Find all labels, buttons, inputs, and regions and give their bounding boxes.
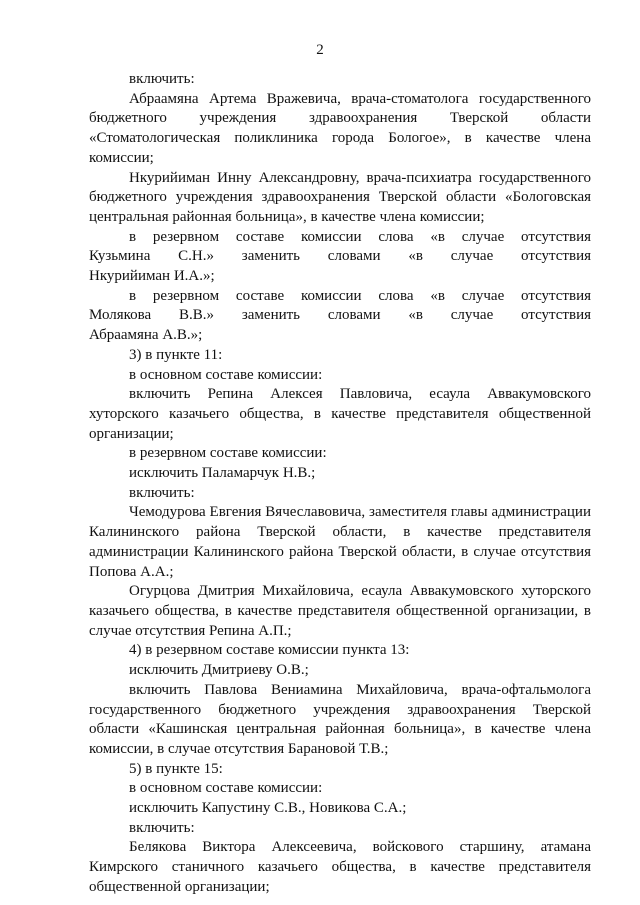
paragraph: Нкурийиман И.А.»; xyxy=(89,268,215,285)
paragraph: в резервном составе комиссии слова «в случае отсутствия xyxy=(129,287,591,304)
paragraph: 3) в пункте 11: xyxy=(129,346,223,363)
paragraph: Молякова В.В.» заменить словами «в случае отсутствия xyxy=(89,307,591,324)
page-number: 2 xyxy=(316,42,324,58)
paragraph: включить Репина Алексея Павловича, есаула Аввакумовского хуторского казачьего общества, в качестве представителя общественной организации; xyxy=(89,386,591,442)
paragraph: Кузьмина С.Н.» заменить словами «в случае отсутствия xyxy=(89,248,591,265)
paragraph: Абраамяна Артема Вражевича, врача-стоматолога государственного бюджетного учреждения здравоохранения Тверской области «Стоматологическая поликлиника города Бологое», в качестве члена комиссии; xyxy=(89,90,591,166)
document-body xyxy=(89,70,591,898)
paragraph: включить: xyxy=(129,71,195,87)
paragraph: включить: xyxy=(129,484,195,501)
paragraph: 5) в пункте 15: xyxy=(129,760,223,777)
paragraph: Огурцова Дмитрия Михайловича, есаула Аввакумовского хуторского казачьего общества, в качестве представителя общественной организации, в случае отсутствия Репина А.П.; xyxy=(89,583,591,639)
paragraph: Нкурийиман Инну Александровну, врача-психиатра государственного бюджетного учреждения здравоохранения Тверской области «Бологовская центральная районная больница», в качестве члена комиссии; xyxy=(89,169,591,225)
paragraph: включить Павлова Вениамина Михайловича, врача-офтальмолога государственного бюджетного учреждения здравоохранения Тверской области «Кашинская центральная районная больница», в качестве члена комиссии, в случае отсутствия Барановой Т.В.; xyxy=(89,681,591,757)
paragraph: в основном составе комиссии: xyxy=(129,366,323,383)
paragraph: в резервном составе комиссии: xyxy=(129,445,327,462)
paragraph: исключить Дмитриеву О.В.; xyxy=(129,662,309,679)
paragraph: исключить Паламарчук Н.В.; xyxy=(129,465,316,482)
paragraph: Абраамяна А.В.»; xyxy=(89,327,203,344)
paragraph: Белякова Виктора Алексеевича, войскового старшину, атамана Кимрского станичного казачьего общества, в качестве представителя общественной организации; xyxy=(89,839,591,895)
paragraph: исключить Капустину С.В., Новикова С.А.; xyxy=(129,800,407,817)
paragraph: 4) в резервном составе комиссии пункта 13: xyxy=(129,642,410,659)
paragraph: включить: xyxy=(129,819,195,836)
paragraph: в основном составе комиссии: xyxy=(129,780,323,797)
paragraph: Чемодурова Евгения Вячеславовича, заместителя главы администрации Калининского района Тверской области, в качестве представителя администрации Калининского района Тверской области, в случае отсутствия Попова А.А.; xyxy=(89,504,591,580)
paragraph: в резервном составе комиссии слова «в случае отсутствия xyxy=(129,228,591,245)
